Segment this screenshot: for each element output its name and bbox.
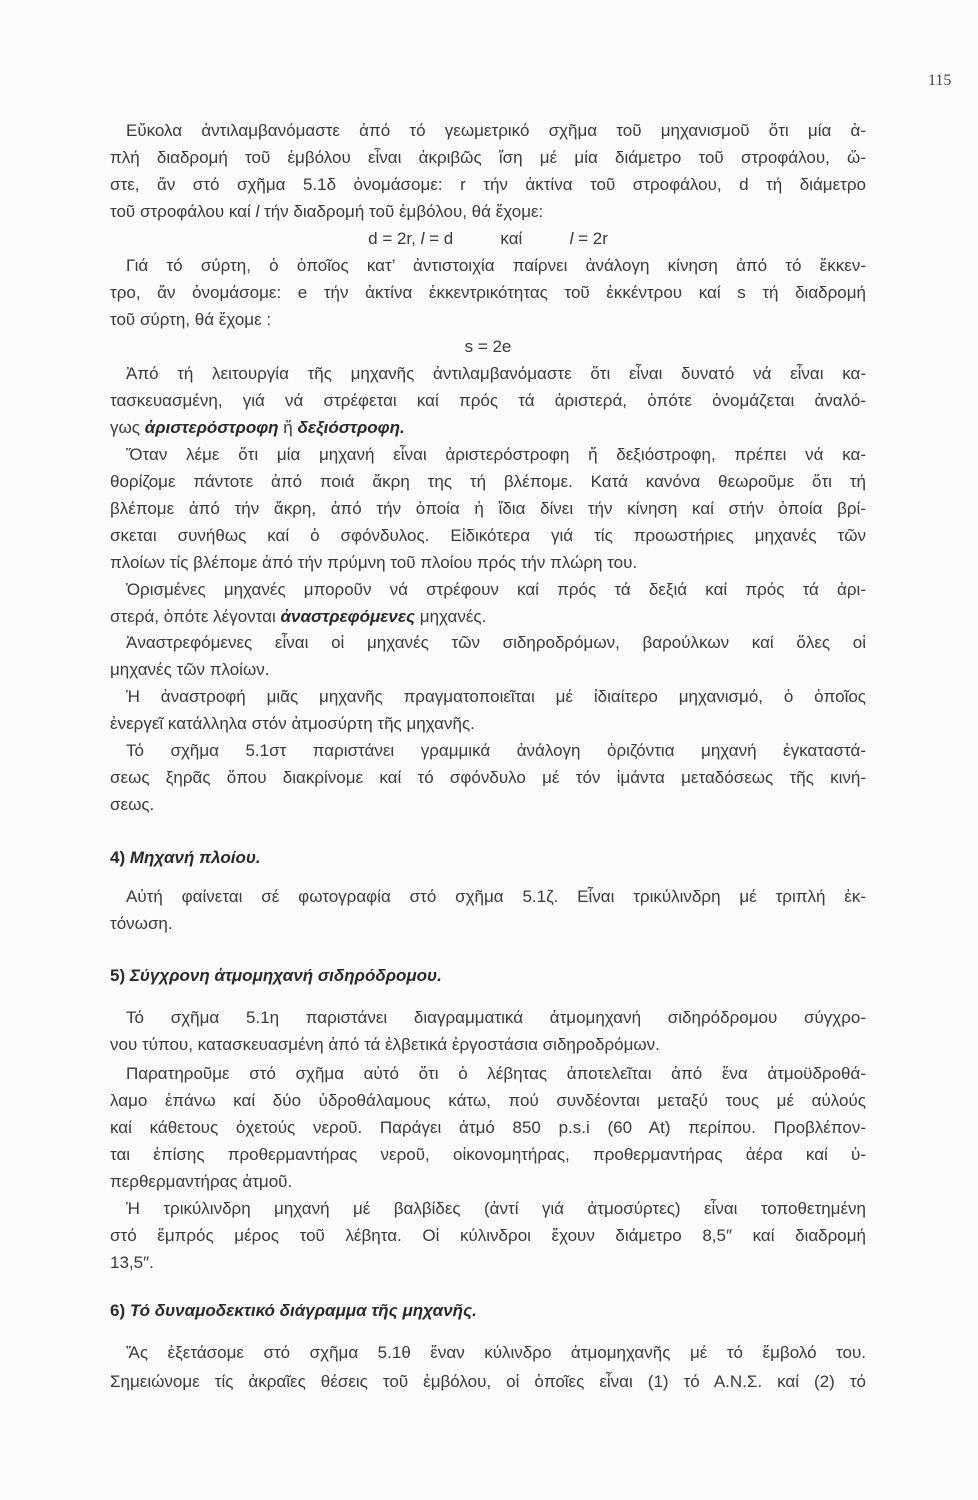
text-span: l [255,202,260,221]
emphasized-term: δεξιόστροφη. [297,418,405,437]
text-span: ἤ [278,418,298,437]
text-line [110,1371,866,1393]
section-heading [110,965,866,987]
text-line [110,282,866,304]
text-line [126,255,866,277]
text-line [110,1225,866,1247]
text-line [110,1171,866,1193]
text-span: Παρατηροῦμε στό σχῆμα αὐτό ὅτι ὁ λέβητας ἀποτελεῖται ἀπό ἕνα ἀτμοϋδροθά- [126,1064,866,1083]
text-span: 6) [110,1301,130,1320]
text-line [110,913,866,935]
text-span: σεως ξηρᾶς ὅπου διακρίνομε καί τό σφόνδυλο μέ τόν ἱμάντα μεταδόσεως τῆς κινή- [110,768,866,787]
text-line [110,147,866,169]
page-number: 115 [928,72,952,89]
text-span: μηχανές τῶν πλοίων. [110,660,270,679]
text-line [110,713,866,735]
text-span: Ἡ ἀναστροφή μιᾶς μηχανῆς πραγματοποιεῖται μέ ἰδιαίτερο μηχανισμό, ὁ ὁποῖος [126,687,866,706]
text-span: Γιά τό σύρτη, ὁ ὁποῖος κατ’ ἀντιστοιχία παίρνει ἀνάλογη κίνηση ἀπό τό ἔκκεν- [126,256,866,275]
text-span: περθερμαντήρας ἀτμοῦ. [110,1172,293,1191]
text-line [126,1198,866,1220]
text-span: λαμο ἐπάνω καί δύο ὑδροθάλαμους κάτω, πού συνδέονται μεταξύ τους μέ αὐλούς [110,1091,866,1110]
text-span: 13,5″. [110,1253,154,1272]
text-line [126,740,866,762]
text-line [110,1144,866,1166]
text-span: Τό σχῆμα 5.1η παριστάνει διαγραμματικά ἀτμομηχανή σιδηρόδρομου σύγχρο- [126,1008,866,1027]
text-line [126,363,866,385]
text-span: σεως. [110,795,155,814]
text-line [110,498,866,520]
text-line [110,525,866,547]
text-span: Αὐτή φαίνεται σέ φωτογραφία στό σχῆμα 5.1ζ. Εἶναι τρικύλινδρη μέ τριπλή ἐκ- [126,887,866,906]
text-line [126,686,866,708]
text-line [110,390,866,412]
text-span: Ἀναστρεφόμενες εἶναι οἱ μηχανές τῶν σιδηροδρόμων, βαρούλκων καί ὅλες οἱ [126,633,866,652]
text-span: Ἄς ἐξετάσομε στό σχῆμα 5.1θ ἕναν κύλινδρο ἀτμομηχανῆς μέ τό ἔμβολό του. [126,1343,866,1362]
text-span: βλέπομε ἀπό τήν ἄκρη, ἀπό τήν ὁποία ἡ ἴδια δίνει τήν κίνηση καί στήν ὁποία βρί- [110,499,866,518]
text-line [126,1007,866,1029]
text-line [110,1090,866,1112]
emphasized-term: ἀναστρεφόμενες [280,607,416,626]
text-span: s = 2e [464,337,512,356]
text-span: Εὔκολα ἀντιλαμβανόμαστε ἀπό τό γεωμετρικό σχῆμα τοῦ μηχανισμοῦ ὅτι μία ἁ- [126,121,866,140]
text-span: ται ἐπίσης προθερμαντήρας νεροῦ, οἰκονομητήρας, προθερμαντήρας ἀέρα καί ὑ- [110,1145,866,1164]
text-span: καί κάθετους ὀχετούς νεροῦ. Παράγει ἀτμό 850 p.s.i (60 At) περίπου. Προβλέπον- [110,1118,866,1137]
text-span: l [569,229,574,248]
text-span: τήν διαδρομή τοῦ ἐμβόλου, θά ἔχομε: [259,202,544,221]
text-span: Ἡ τρικύλινδρη μηχανή μέ βαλβίδες (ἀντί γιά ἀτμοσύρτες) εἶναι τοποθετημένη [126,1199,866,1218]
text-line [110,471,866,493]
text-span: στε, ἄν στό σχῆμα 5.1δ ὀνομάσομε: r τήν ἀκτίνα τοῦ στροφάλου, d τή διάμετρο [110,175,866,194]
text-line [126,579,866,601]
text-span: τρο, ἄν ὀνομάσομε: e τήν ἀκτίνα ἐκκεντρικότητας τοῦ ἐκκέντρου καί s τή διαδρομή [110,283,866,302]
text-span: Σύγχρονη ἀτμομηχανή σιδηρόδρομου. [129,966,442,985]
text-span: νου τύπου, κατασκευασμένη ἀπό τά ἑλβετικά ἐργοστάσια σιδηροδρόμων. [110,1035,660,1054]
emphasized-term: ἀριστερόστροφη [144,418,279,437]
text-span: τασκευασμένη, γιά νά στρέφεται καί πρός τά ἀριστερά, ὁπότε ὀνομάζεται ἀναλό- [110,391,866,410]
text-span: 5) [110,966,130,985]
text-line [126,1063,866,1085]
text-span: μηχανές. [415,607,487,626]
text-span: Σημειώνομε τίς ἀκραῖες θέσεις τοῦ ἐμβόλου, οἱ ὁποῖες εἶναι (1) τό Α.Ν.Σ. καί (2) τό [110,1372,866,1391]
text-span: στερά, ὁπότε λέγονται [110,607,281,626]
text-span: Τό δυναμοδεκτικό διάγραμμα τῆς μηχανῆς. [129,1301,477,1320]
text-line [126,120,866,142]
text-span: Ἀπό τή λειτουργία τῆς μηχανῆς ἀντιλαμβανόμαστε ὅτι εἶναι δυνατό νά εἶναι κα- [126,364,866,383]
text-span: Ὅταν λέμε ὅτι μία μηχανή εἶναι ἀριστερόστροφη ἤ δεξιόστροφη, πρέπει νά κα- [126,445,866,464]
text-line [110,201,866,223]
text-line [110,1034,866,1056]
text-line [110,794,866,816]
text-line [126,632,866,654]
text-line [110,552,866,574]
text-span: Τό σχῆμα 5.1στ παριστάνει γραμμικά ἀνάλογη ὁριζόντια μηχανή ἐγκαταστά- [126,741,866,760]
text-span: d = 2r, [368,229,421,248]
text-span: γως [110,418,145,437]
text-line [110,309,866,331]
text-line [110,1252,866,1274]
text-line [110,767,866,789]
text-line [110,606,866,628]
text-line [126,1342,866,1364]
text-span: τόνωση. [110,914,173,933]
text-span: Ὁρισμένες μηχανές μποροῦν νά στρέφουν καί πρός τά δεξιά καί πρός τά ἀρι- [126,580,866,599]
section-heading [110,1300,866,1322]
text-line [110,174,866,196]
text-line [110,659,866,681]
text-span: τοῦ στροφάλου καί [110,202,256,221]
section-heading [110,847,866,869]
text-span: τοῦ σύρτη, θά ἔχομε : [110,310,272,329]
text-span: πλή διαδρομή τοῦ ἐμβόλου εἶναι ἀκριβῶς ἴση μέ μία διάμετρο τοῦ στροφάλου, ὥ- [110,148,866,167]
text-line [126,886,866,908]
formula-line [110,336,866,358]
text-line [110,417,866,439]
text-span: πλοίων τίς βλέπομε ἀπό τήν πρύμνη τοῦ πλοίου πρός τήν πλώρη του. [110,553,638,572]
text-line [126,444,866,466]
text-span: ἐνεργεῖ κατάλληλα στόν ἀτμοσύρτη τῆς μηχανῆς. [110,714,475,733]
text-span: θορίζομε πάντοτε ἀπό ποιά ἄκρη της τή βλέπομε. Κατά κανόνα θεωροῦμε ὅτι τή [110,472,866,491]
text-span: Μηχανή πλοίου. [129,848,261,867]
text-span: 4) [110,848,130,867]
text-span: σκεται συνήθως καί ὁ σφόνδυλος. Εἰδικότερα γιά τίς προωστήριες μηχανές τῶν [110,526,866,545]
text-span: στό ἔμπρός μέρος τοῦ λέβητα. Οἱ κύλινδροι ἔχουν διάμετρο 8,5″ καί διαδρομή [110,1226,866,1245]
text-line [110,1117,866,1139]
text-span: = d καί [424,229,570,248]
text-span: = 2r [573,229,608,248]
formula-line [110,228,866,250]
text-span: l [420,229,425,248]
